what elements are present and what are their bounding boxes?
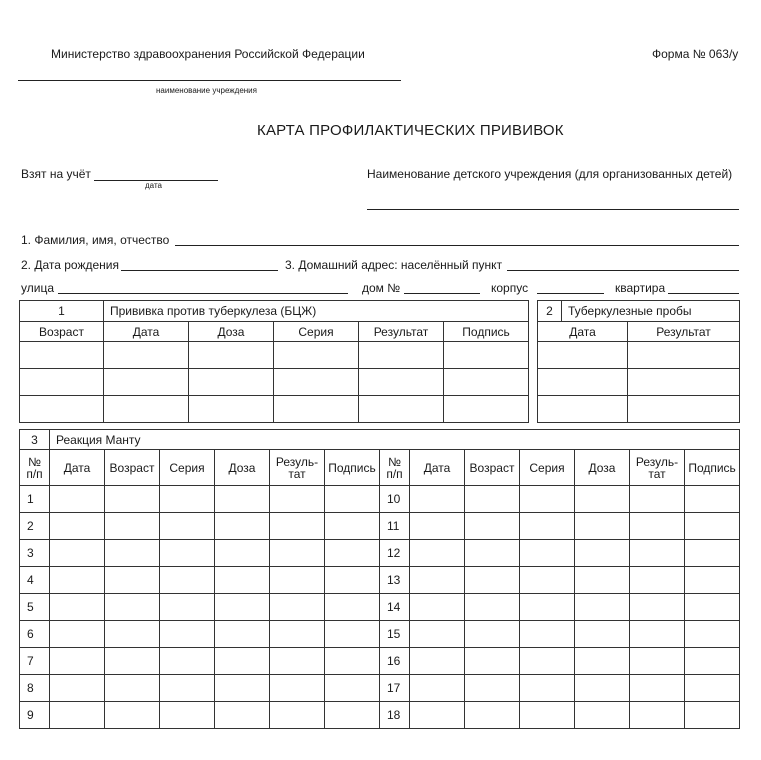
bcg-col-dose: Доза: [189, 322, 274, 342]
row-number: 4: [20, 567, 50, 594]
address-line[interactable]: [507, 270, 739, 271]
mantoux-col-series-left: Серия: [160, 450, 215, 486]
entry-cell[interactable]: [270, 621, 325, 648]
bcg-header-row: [20, 322, 529, 342]
entry-cell[interactable]: [105, 648, 160, 675]
entry-cell[interactable]: [105, 594, 160, 621]
ministry-name: Министерство здравоохранения Российской Федерации: [51, 47, 365, 61]
table-row: [20, 621, 740, 648]
entry-cell[interactable]: [685, 486, 740, 513]
row-number: 18: [380, 702, 410, 729]
page-title: КАРТА ПРОФИЛАКТИЧЕСКИХ ПРИВИВОК: [257, 122, 564, 139]
entry-cell[interactable]: [50, 513, 105, 540]
entry-cell[interactable]: [325, 540, 380, 567]
table-row: [20, 702, 740, 729]
entry-cell[interactable]: [575, 648, 630, 675]
row-number: 9: [20, 702, 50, 729]
entry-cell[interactable]: [160, 486, 215, 513]
entry-cell[interactable]: [575, 702, 630, 729]
institution-line: [18, 80, 401, 81]
entry-cell[interactable]: [465, 540, 520, 567]
entry-cell[interactable]: [325, 567, 380, 594]
entry-cell[interactable]: [270, 675, 325, 702]
street-label: улица: [21, 281, 54, 295]
entry-cell[interactable]: [325, 594, 380, 621]
entry-cell[interactable]: [465, 648, 520, 675]
entry-cell[interactable]: [685, 567, 740, 594]
tb-col-date: Дата: [538, 322, 628, 342]
entry-cell[interactable]: [50, 648, 105, 675]
entry-cell[interactable]: [270, 540, 325, 567]
bcg-col-signature: Подпись: [444, 322, 529, 342]
entry-cell[interactable]: [215, 594, 270, 621]
mantoux-section-title: Реакция Манту: [50, 430, 740, 450]
bcg-col-result: Результат: [359, 322, 444, 342]
entry-cell[interactable]: [410, 540, 465, 567]
entry-cell[interactable]: [520, 594, 575, 621]
entry-cell[interactable]: [520, 513, 575, 540]
apartment-label: квартира: [615, 281, 666, 295]
taken-label: Взят на учёт: [21, 167, 91, 181]
mantoux-col-result-right: Резуль- тат: [630, 450, 685, 486]
entry-cell[interactable]: [215, 567, 270, 594]
row-number: 1: [20, 486, 50, 513]
entry-cell[interactable]: [685, 675, 740, 702]
entry-cell[interactable]: [630, 675, 685, 702]
date-caption: дата: [145, 181, 162, 190]
entry-cell[interactable]: [215, 675, 270, 702]
entry-cell[interactable]: [160, 594, 215, 621]
table-row: [20, 594, 740, 621]
entry-cell[interactable]: [105, 486, 160, 513]
mantoux-col-age-right: Возраст: [465, 450, 520, 486]
entry-cell[interactable]: [160, 540, 215, 567]
row-number: 3: [20, 540, 50, 567]
table-row: [20, 369, 529, 396]
entry-cell[interactable]: [105, 540, 160, 567]
entry-cell[interactable]: [630, 567, 685, 594]
entry-cell[interactable]: [465, 621, 520, 648]
entry-cell[interactable]: [160, 567, 215, 594]
entry-cell[interactable]: [410, 648, 465, 675]
entry-cell[interactable]: [105, 702, 160, 729]
entry-cell[interactable]: [160, 513, 215, 540]
entry-cell[interactable]: [325, 702, 380, 729]
entry-cell[interactable]: [465, 675, 520, 702]
entry-cell[interactable]: [270, 567, 325, 594]
entry-cell[interactable]: [410, 594, 465, 621]
row-number: 5: [20, 594, 50, 621]
entry-cell[interactable]: [270, 594, 325, 621]
mantoux-col-signature-left: Подпись: [325, 450, 380, 486]
entry-cell[interactable]: [685, 702, 740, 729]
mantoux-col-series-right: Серия: [520, 450, 575, 486]
table-row: [20, 513, 740, 540]
mantoux-col-num-left: № п/п: [20, 450, 50, 486]
bcg-col-date: Дата: [104, 322, 189, 342]
birth-date-label: 2. Дата рождения: [21, 258, 119, 272]
entry-cell[interactable]: [575, 594, 630, 621]
apartment-line[interactable]: [668, 293, 739, 294]
kindergarten-label: Наименование детского учреждения (для организованных детей): [367, 167, 733, 181]
entry-cell[interactable]: [160, 648, 215, 675]
entry-cell[interactable]: [325, 675, 380, 702]
entry-cell[interactable]: [520, 540, 575, 567]
mantoux-table: [19, 429, 740, 729]
entry-cell[interactable]: [50, 567, 105, 594]
entry-cell[interactable]: [520, 567, 575, 594]
entry-cell[interactable]: [50, 486, 105, 513]
entry-cell[interactable]: [465, 513, 520, 540]
tb-col-result: Результат: [628, 322, 740, 342]
entry-cell[interactable]: [575, 513, 630, 540]
entry-cell[interactable]: [630, 702, 685, 729]
mantoux-col-age-left: Возраст: [105, 450, 160, 486]
street-line[interactable]: [58, 293, 348, 294]
table-row: [538, 369, 740, 396]
entry-cell[interactable]: [575, 621, 630, 648]
bcg-table: [19, 300, 529, 423]
row-number: 12: [380, 540, 410, 567]
form-number: Форма № 063/у: [652, 47, 739, 61]
entry-cell[interactable]: [325, 513, 380, 540]
mantoux-col-num-right: № п/п: [380, 450, 410, 486]
entry-cell[interactable]: [575, 486, 630, 513]
entry-cell[interactable]: [630, 594, 685, 621]
entry-cell[interactable]: [520, 675, 575, 702]
bcg-col-series: Серия: [274, 322, 359, 342]
row-number: 6: [20, 621, 50, 648]
tb-section-title: Туберкулезные пробы: [562, 301, 740, 322]
mantoux-section-number: 3: [20, 430, 50, 450]
row-number: 10: [380, 486, 410, 513]
table-row: [20, 675, 740, 702]
bcg-section-number: 1: [20, 301, 104, 322]
entry-cell[interactable]: [270, 486, 325, 513]
table-row: [20, 396, 529, 423]
entry-cell[interactable]: [160, 675, 215, 702]
row-number: 13: [380, 567, 410, 594]
entry-cell[interactable]: [630, 621, 685, 648]
bcg-section-title: Прививка против туберкулеза (БЦЖ): [104, 301, 529, 322]
entry-cell[interactable]: [410, 675, 465, 702]
entry-cell[interactable]: [270, 702, 325, 729]
entry-cell[interactable]: [685, 648, 740, 675]
entry-cell[interactable]: [520, 621, 575, 648]
entry-cell[interactable]: [270, 513, 325, 540]
entry-cell[interactable]: [465, 486, 520, 513]
row-number: 8: [20, 675, 50, 702]
house-line[interactable]: [404, 293, 480, 294]
tb-section-number: 2: [538, 301, 562, 322]
entry-cell[interactable]: [465, 567, 520, 594]
row-number: 11: [380, 513, 410, 540]
entry-cell[interactable]: [410, 621, 465, 648]
entry-cell[interactable]: [575, 675, 630, 702]
full-name-label: 1. Фамилия, имя, отчество: [21, 233, 170, 247]
entry-cell[interactable]: [520, 648, 575, 675]
table-row: [20, 567, 740, 594]
entry-cell[interactable]: [50, 540, 105, 567]
entry-cell[interactable]: [685, 513, 740, 540]
entry-cell[interactable]: [630, 540, 685, 567]
table-row: [538, 396, 740, 423]
entry-cell[interactable]: [685, 621, 740, 648]
entry-cell[interactable]: [410, 702, 465, 729]
mantoux-col-date-right: Дата: [410, 450, 465, 486]
tb-tests-table: [537, 300, 740, 423]
entry-cell[interactable]: [50, 702, 105, 729]
entry-cell[interactable]: [105, 513, 160, 540]
entry-cell[interactable]: [630, 513, 685, 540]
table-row: [20, 342, 529, 369]
entry-cell[interactable]: [325, 621, 380, 648]
entry-cell[interactable]: [520, 486, 575, 513]
mantoux-body: [20, 486, 740, 729]
entry-cell[interactable]: [105, 675, 160, 702]
entry-cell[interactable]: [325, 648, 380, 675]
entry-cell[interactable]: [685, 594, 740, 621]
row-number: 17: [380, 675, 410, 702]
row-number: 16: [380, 648, 410, 675]
entry-cell[interactable]: [465, 702, 520, 729]
row-number: 15: [380, 621, 410, 648]
entry-cell[interactable]: [270, 648, 325, 675]
table-row: [20, 486, 740, 513]
entry-cell[interactable]: [160, 621, 215, 648]
entry-cell[interactable]: [465, 594, 520, 621]
entry-cell[interactable]: [520, 702, 575, 729]
entry-cell[interactable]: [50, 594, 105, 621]
entry-cell[interactable]: [215, 540, 270, 567]
entry-cell[interactable]: [160, 702, 215, 729]
tb-header-row: [538, 322, 740, 342]
birth-date-line[interactable]: [121, 270, 278, 271]
mantoux-col-signature-right: Подпись: [685, 450, 740, 486]
entry-cell[interactable]: [630, 648, 685, 675]
institution-caption: наименование учреждения: [156, 86, 257, 95]
table-row: [538, 342, 740, 369]
table-row: [20, 540, 740, 567]
address-label: 3. Домашний адрес: населённый пункт: [285, 258, 503, 272]
entry-cell[interactable]: [50, 621, 105, 648]
bcg-col-age: Возраст: [20, 322, 104, 342]
building-line[interactable]: [537, 293, 604, 294]
entry-cell[interactable]: [410, 486, 465, 513]
entry-cell[interactable]: [105, 567, 160, 594]
entry-cell[interactable]: [325, 486, 380, 513]
table-row: [20, 648, 740, 675]
entry-cell[interactable]: [50, 675, 105, 702]
row-number: 14: [380, 594, 410, 621]
full-name-line[interactable]: [175, 245, 739, 246]
entry-cell[interactable]: [215, 648, 270, 675]
entry-cell[interactable]: [215, 486, 270, 513]
entry-cell[interactable]: [575, 567, 630, 594]
entry-cell[interactable]: [215, 513, 270, 540]
house-label: дом №: [362, 281, 401, 295]
entry-cell[interactable]: [575, 540, 630, 567]
entry-cell[interactable]: [630, 486, 685, 513]
entry-cell[interactable]: [410, 567, 465, 594]
mantoux-col-dose-left: Доза: [215, 450, 270, 486]
mantoux-col-result-left: Резуль- тат: [270, 450, 325, 486]
mantoux-header-row: [20, 450, 740, 486]
entry-cell[interactable]: [215, 702, 270, 729]
entry-cell[interactable]: [685, 540, 740, 567]
row-number: 7: [20, 648, 50, 675]
kindergarten-line[interactable]: [367, 209, 739, 210]
building-label: корпус: [491, 281, 529, 295]
row-number: 2: [20, 513, 50, 540]
mantoux-col-dose-right: Доза: [575, 450, 630, 486]
mantoux-col-date-left: Дата: [50, 450, 105, 486]
entry-cell[interactable]: [105, 621, 160, 648]
entry-cell[interactable]: [215, 621, 270, 648]
entry-cell[interactable]: [410, 513, 465, 540]
